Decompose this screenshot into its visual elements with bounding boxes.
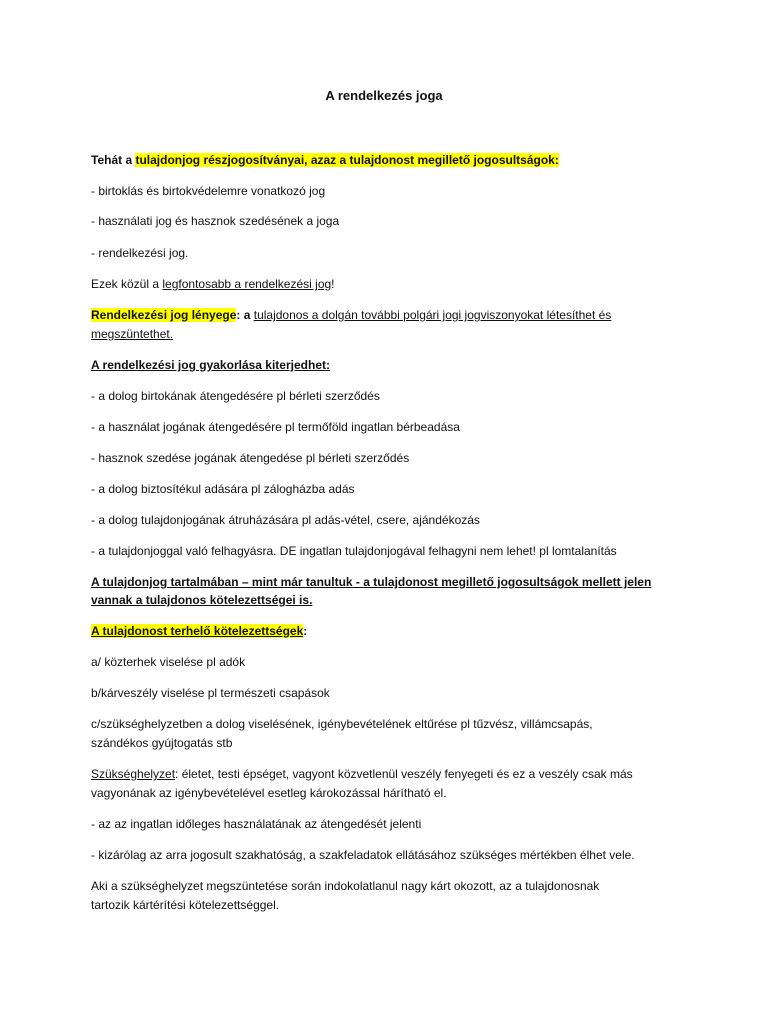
list-item: - a dolog birtokának átengedésére pl bérleti szerződés (91, 389, 380, 403)
section-heading: A rendelkezési jog gyakorlása kiterjedhet: (91, 358, 330, 372)
highlighted-text: Rendelkezési jog lényege (91, 308, 237, 322)
highlighted-text: tulajdonjog részjogosítványai, azaz a tulajdonost megillető jogosultságok: (135, 153, 559, 167)
list-item: - rendelkezési jog. (91, 246, 189, 260)
intro-prefix: Tehát a (91, 153, 136, 167)
paragraph-compensation-continued: tartozik kártérítési kötelezettséggel. (91, 898, 280, 912)
list-item: - a használat jogának átengedésére pl termőföld ingatlan bérbeadása (91, 420, 460, 434)
paragraph-emergency-definition-continued: vagyonának az igénybevételével esetleg károkozással hárítható el. (91, 786, 447, 800)
list-item: - használati jog és hasznok szedésének a joga (91, 214, 340, 228)
paragraph-essence-continued (91, 325, 691, 343)
list-item: c/szükséghelyzetben a dolog viselésének, igénybevételének eltűrése pl tűzvész, villámcsapás, (91, 717, 593, 731)
list-item: - hasznok szedése jogának átengedése pl bérleti szerződés (91, 451, 410, 465)
underlined-text: megszüntethet. (91, 327, 174, 341)
underlined-text: legfontosabb a rendelkezési jog (162, 277, 332, 291)
list-item: b/kárveszély viselése pl természeti csapások (91, 686, 330, 700)
text-fragment: ! (331, 277, 335, 291)
list-item: - a tulajdonjoggal való felhagyásra. DE ingatlan tulajdonjogával felhagyni nem lehet! pl lomtalanítás (91, 544, 617, 558)
paragraph-obligations-intro-continued: vannak a tulajdonos kötelezettségei is. (91, 593, 313, 607)
list-item: - a dolog biztosítékul adására pl zálogházba adás (91, 482, 355, 496)
highlighted-text: A tulajdonost terhelő kötelezettségek (91, 624, 304, 638)
text-fragment: Ezek közül a (91, 277, 163, 291)
list-item: - kizárólag az arra jogosult szakhatóság, a szakfeladatok ellátásához szükséges mértékben élhet vele. (91, 848, 635, 862)
underlined-term: Szükséghelyzet (91, 767, 176, 781)
paragraph-intro (91, 151, 691, 169)
document-title: A rendelkezés joga (325, 88, 443, 103)
list-item-continued: szándékos gyújtogatás stb (91, 736, 233, 750)
paragraph-obligations-intro: A tulajdonjog tartalmában – mint már tanultuk - a tulajdonost megillető jogosultságok mellett jelen (91, 575, 652, 589)
list-item: - a dolog tulajdonjogának átruházására pl adás-vétel, csere, ajándékozás (91, 513, 480, 527)
paragraph-essence (91, 306, 691, 324)
paragraph-emergency-definition (91, 765, 691, 783)
paragraph-most-important (91, 275, 691, 293)
underlined-text: tulajdonos a dolgán további polgári jogi jogviszonyokat létesíthet és (253, 308, 612, 322)
list-item: a/ közterhek viselése pl adók (91, 655, 246, 669)
text-fragment: : a (236, 308, 254, 322)
list-item: - birtoklás és birtokvédelemre vonatkozó jog (91, 184, 326, 198)
text-fragment: : (303, 624, 308, 638)
list-item: - az az ingatlan időleges használatának az átengedését jelenti (91, 817, 422, 831)
section-heading (91, 622, 691, 640)
text-fragment: : életet, testi épséget, vagyont közvetlenül veszély fenyegeti és ez a veszély csak más (175, 767, 633, 781)
paragraph-compensation: Aki a szükséghelyzet megszüntetése során indokolatlanul nagy kárt okozott, az a tulajdonosnak (91, 879, 600, 893)
